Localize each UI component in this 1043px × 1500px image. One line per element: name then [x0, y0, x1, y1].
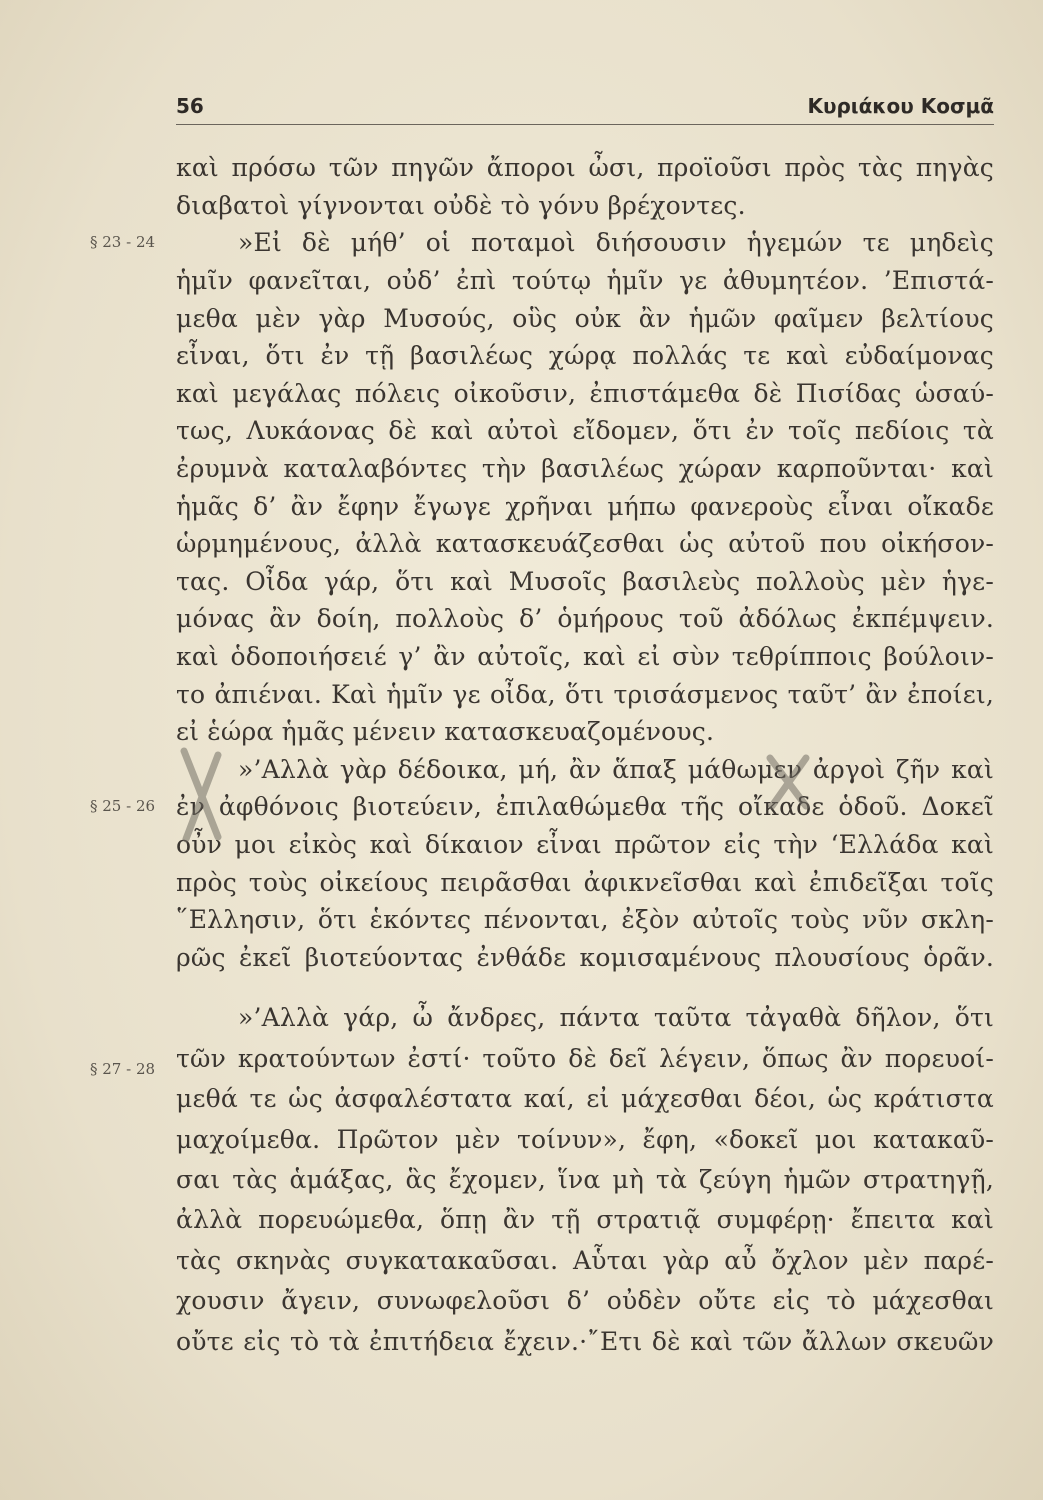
text-line: τας. Οἶδα γάρ, ὅτι καὶ Μυσοῖς βασιλεὺς πολλοὺς μὲν ἡγε- [176, 567, 994, 596]
text-line: εἰ ἑώρα ἡμᾶς μένειν κατασκευαζομένους. [176, 717, 715, 746]
text-line: οὖν μοι εἰκὸς καὶ δίκαιον εἶναι πρῶτον εἰς τὴν ‘Ελλάδα καὶ [176, 830, 994, 859]
text-line: »’Αλλὰ γάρ, ὦ ἄνδρες, πάντα ταῦτα τἀγαθὰ δῆλον, ὅτι [238, 1003, 994, 1032]
text-line: ἡμῖν φανεῖται, οὐδ’ ἐπὶ τούτῳ ἡμῖν γε ἀθυμητέον. ’Επιστά- [176, 266, 994, 295]
text-line: πρὸς τοὺς οἰκείους πειρᾶσθαι ἀφικνεῖσθαι καὶ ἐπιδεῖξαι τοῖς [176, 868, 994, 897]
text-line: εἶναι, ὅτι ἐν τῇ βασιλέως χώρᾳ πολλάς τε καὶ εὐδαίμονας [176, 341, 994, 370]
text-line: ὡρμημένους, ἀλλὰ κατασκευάζεσθαι ὡς αὐτοῦ που οἰκήσον- [176, 529, 994, 558]
text-line: ἀλλὰ πορευώμεθα, ὅπῃ ἂν τῇ στρατιᾷ συμφέρῃ· ἔπειτα καὶ [176, 1205, 994, 1234]
text-line: μαχοίμεθα. Πρῶτον μὲν τοίνυν», ἔφη, «δοκεῖ μοι κατακαῦ- [176, 1125, 994, 1154]
text-line: »’Αλλὰ γὰρ δέδοικα, μή, ἂν ἅπαξ μάθωμεν ἀργοὶ ζῆν καὶ [238, 755, 994, 784]
text-line: ῞Ελλησιν, ὅτι ἑκόντες πένονται, ἐξὸν αὐτοῖς τοὺς νῦν σκλη- [176, 905, 994, 934]
section-marker: § 27 - 28 [90, 1060, 156, 1078]
text-line: οὔτε εἰς τὸ τὰ ἐπιτήδεια ἔχειν.·῎Ετι δὲ καὶ τῶν ἄλλων σκευῶν [176, 1327, 994, 1356]
pencil-x-mark-icon [760, 752, 816, 812]
text-line: ἡμᾶς δ’ ἂν ἔφην ἔγωγε χρῆναι μήπω φανεροὺς εἶναι οἴκαδε [176, 492, 994, 521]
text-line: χουσιν ἄγειν, συνωφελοῦσι δ’ οὐδὲν οὔτε εἰς τὸ μάχεσθαι [176, 1286, 994, 1315]
text-line: μεθα μὲν γὰρ Μυσούς, οὓς οὐκ ἂν ἡμῶν φαῖμεν βελτίους [176, 304, 994, 333]
text-line: τὰς σκηνὰς συγκατακαῦσαι. Αὗται γὰρ αὖ ὄχλον μὲν παρέ- [176, 1246, 994, 1275]
text-line: σαι τὰς ἁμάξας, ἃς ἔχομεν, ἵνα μὴ τὰ ζεύγη ἡμῶν στρατηγῇ, [176, 1165, 994, 1194]
text-line: τως, Λυκάονας δὲ καὶ αὐτοὶ εἴδομεν, ὅτι ἐν τοῖς πεδίοις τὰ [176, 416, 994, 445]
text-line: μόνας ἂν δοίη, πολλοὺς δ’ ὁμήρους τοῦ ἀδόλως ἐκπέμψειν. [176, 604, 994, 633]
pencil-x-mark-icon [176, 745, 226, 845]
text-line: καὶ μεγάλας πόλεις οἰκοῦσιν, ἐπιστάμεθα δὲ Πισίδας ὡσαύ- [176, 379, 994, 408]
text-line: ἐν ἀφθόνοις βιοτεύειν, ἐπιλαθώμεθα τῆς οἴκαδε ὁδοῦ. Δοκεῖ [176, 792, 994, 821]
text-line: τῶν κρατούντων ἐστί· τοῦτο δὲ δεῖ λέγειν, ὅπως ἂν πορευοί- [176, 1044, 994, 1073]
text-line: καὶ ὁδοποιήσειέ γ’ ἂν αὐτοῖς, καὶ εἰ σὺν τεθρίπποις βούλοιν- [176, 642, 994, 671]
section-marker: § 23 - 24 [90, 233, 156, 251]
running-title: Κυριάκου Κοσμᾶ [807, 94, 994, 118]
text-line: διαβατοὶ γίγνονται οὐδὲ τὸ γόνυ βρέχοντες. [176, 191, 746, 220]
page-header [176, 90, 994, 125]
page-number: 56 [176, 94, 204, 118]
text-line: μεθά τε ὡς ἀσφαλέστατα καί, εἰ μάχεσθαι δέοι, ὡς κράτιστα [176, 1084, 994, 1113]
text-line: ἐρυμνὰ καταλαβόντες τὴν βασιλέως χώραν καρποῦνται· καὶ [176, 454, 994, 483]
text-line: καὶ πρόσω τῶν πηγῶν ἄποροι ὦσι, προϊοῦσι πρὸς τὰς πηγὰς [176, 153, 994, 182]
text-line: ρῶς ἐκεῖ βιοτεύοντας ἐνθάδε κομισαμένους πλουσίους ὁρᾶν. [176, 943, 994, 972]
text-line: »Εἰ δὲ μήθ’ οἱ ποταμοὶ διήσουσιν ἡγεμών τε μηδεὶς [238, 228, 994, 257]
section-marker: § 25 - 26 [90, 797, 156, 815]
text-line: το ἀπιέναι. Καὶ ἡμῖν γε οἶδα, ὅτι τρισάσμενος ταῦτ’ ἂν ἐποίει, [176, 680, 994, 709]
